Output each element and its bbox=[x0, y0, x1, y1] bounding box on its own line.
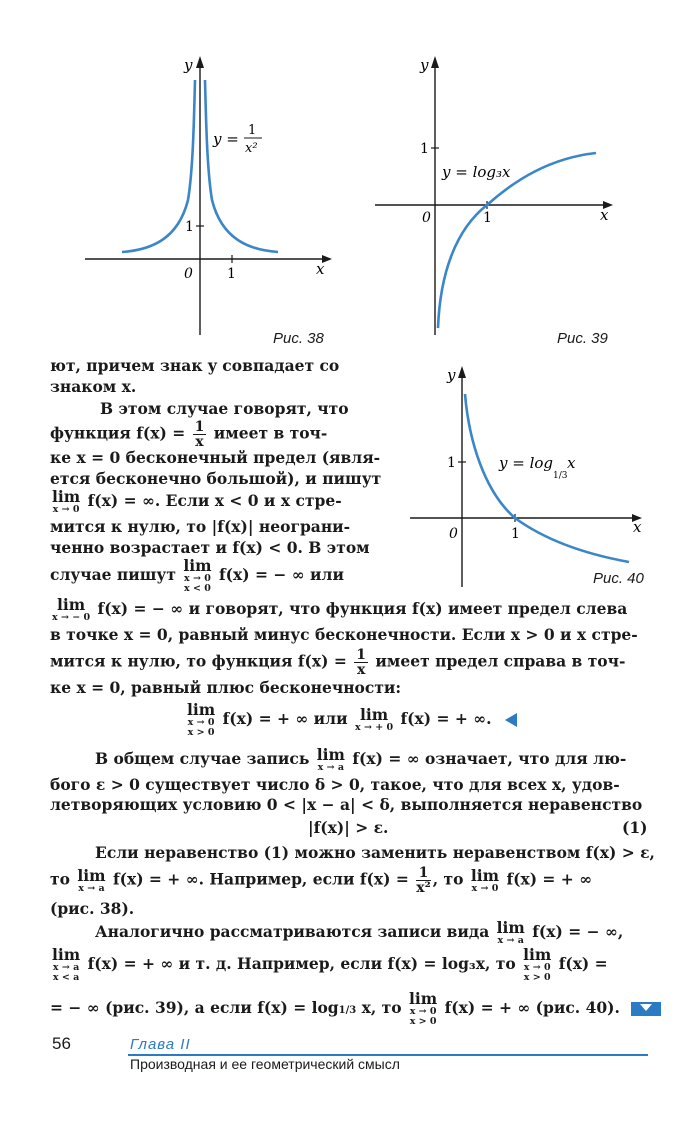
svg-text:1: 1 bbox=[227, 266, 236, 282]
lim-x-to-a-c: lim x → a bbox=[496, 918, 525, 946]
svg-text:x: x bbox=[600, 206, 609, 224]
svg-text:1: 1 bbox=[420, 141, 429, 157]
text-line-14: ке x = 0, равный плюс бесконечности: bbox=[50, 678, 402, 697]
fraction-1-over-x: $\frac{1}{x}$ bbox=[194, 419, 205, 450]
svg-text:x: x bbox=[633, 518, 642, 536]
fraction-1-over-x2: $\frac{1}{\text{x²}}$ bbox=[416, 865, 431, 896]
formula-line-19: |f(x)| > ε. bbox=[308, 818, 389, 837]
text-line-5: ке x = 0 бесконечный предел (явля- bbox=[50, 448, 381, 467]
text-line-3: В этом случае говорят, что bbox=[100, 399, 349, 418]
lim-x-to-plus-0: lim x → + 0 bbox=[354, 705, 394, 733]
svg-text:1: 1 bbox=[483, 210, 492, 226]
text-line-1: ют, причем знак y совпадает со bbox=[50, 356, 340, 375]
lim-x-to-a: lim x → a bbox=[316, 745, 345, 773]
svg-text:y: y bbox=[420, 56, 429, 74]
svg-text:0: 0 bbox=[449, 526, 458, 542]
lim-x-to-0: lim x → 0 bbox=[52, 487, 81, 515]
lim-x-to-a-left: lim x → a x < a bbox=[52, 945, 81, 983]
svg-text:1/3: 1/3 bbox=[553, 471, 568, 481]
graph-log-base-3 bbox=[370, 50, 630, 340]
lim-x-to-0-right: lim x → 0 x > 0 bbox=[187, 700, 216, 738]
chapter-title: Глава II bbox=[130, 1036, 191, 1053]
text-line-11: lim x → − 0 f(x) = − ∞ и говорят, что функция f(x) имеет предел слева bbox=[52, 595, 628, 623]
svg-text:x²: x² bbox=[245, 141, 258, 156]
text-line-18: летворяющих условию 0 < |x − a| < δ, выполняется неравенство bbox=[50, 795, 643, 814]
svg-text:y = log: y = log bbox=[499, 454, 554, 472]
page-number: 56 bbox=[52, 1034, 71, 1053]
svg-text:1: 1 bbox=[511, 526, 520, 542]
svg-text:x: x bbox=[567, 454, 576, 472]
svg-text:y: y bbox=[447, 366, 456, 384]
text-line-4: функция f(x) = $\frac{1}{x}$ имеет в точ- bbox=[50, 419, 328, 450]
lim-x-to-a-b: lim x → a bbox=[77, 865, 106, 894]
text-line-13: мится к нулю, то функция f(x) = $\frac{1}{x}$ имеет предел справа в точ- bbox=[50, 647, 626, 678]
text-line-20: Если неравенство (1) можно заменить неравенством f(x) > ε, bbox=[95, 843, 655, 862]
text-line-7: lim x → 0 f(x) = ∞. Если x < 0 и x стре- bbox=[52, 487, 342, 515]
text-line-25: = − ∞ (рис. 39), а если f(x) = log1/3 x, то lim x → 0 x > 0 f(x) = + ∞ (рис. 40). bbox=[50, 991, 661, 1027]
text-line-21: то lim x → a f(x) = + ∞. Например, если f(x) = $\frac{1}{\text{x²}}$ , то lim x → 0 f(x) = + ∞ bbox=[50, 865, 593, 896]
svg-text:x: x bbox=[316, 260, 325, 278]
svg-text:0: 0 bbox=[422, 210, 431, 226]
text-line-6: ется бесконечно большой), и пишут bbox=[50, 469, 382, 488]
svg-text:y =: y = bbox=[213, 130, 239, 148]
text-line-24: lim x → a x < a f(x) = + ∞ и т. д. Например, если f(x) = log₃x, то lim x → 0 x > 0 f(x) = bbox=[52, 945, 608, 983]
graph-1-over-x-squared bbox=[80, 50, 340, 350]
text-line-12: в точке x = 0, равный минус бесконечности. Если x > 0 и x стре- bbox=[50, 625, 638, 644]
equation-number-1: (1) bbox=[622, 818, 648, 837]
graph-log-base-one-third bbox=[405, 362, 655, 592]
figure-40 bbox=[405, 362, 655, 592]
figure-38 bbox=[80, 50, 340, 350]
svg-text:y = log₃x: y = log₃x bbox=[442, 163, 511, 181]
text-line-8: мится к нулю, то |f(x)| неограни- bbox=[50, 517, 351, 536]
text-line-23: Аналогично рассматриваются записи вида lim x → a f(x) = − ∞, bbox=[95, 918, 624, 946]
section-title: Производная и ее геометрический смысл bbox=[130, 1056, 400, 1072]
lim-x-to-0-c: lim x → 0 bbox=[470, 865, 500, 894]
svg-text:1: 1 bbox=[248, 123, 257, 138]
lim-x-to-minus-0: lim x → − 0 bbox=[52, 595, 91, 623]
caption-fig39: Рис. 39 bbox=[557, 330, 608, 347]
svg-text:1: 1 bbox=[447, 455, 456, 471]
text-line-9: ченно возрастает и f(x) < 0. В этом bbox=[50, 538, 370, 557]
caption-fig38: Рис. 38 bbox=[273, 330, 324, 347]
text-line-10: случае пишут lim x → 0 x < 0 f(x) = − ∞ или bbox=[50, 556, 344, 594]
text-line-16: В общем случае запись lim x → a f(x) = ∞ означает, что для лю- bbox=[95, 745, 627, 773]
text-line-22: (рис. 38). bbox=[50, 899, 135, 918]
fraction-1-over-x-b: $\frac{1}{x}$ bbox=[356, 647, 367, 678]
lim-x-to-0-right-b: lim x → 0 x > 0 bbox=[523, 945, 552, 983]
svg-text:0: 0 bbox=[184, 266, 193, 282]
proof-end-marker-icon bbox=[505, 713, 517, 727]
svg-text:1: 1 bbox=[185, 219, 194, 235]
lim-x-to-0-right-c: lim x → 0 x > 0 bbox=[409, 989, 438, 1027]
text-line-2: знаком x. bbox=[50, 377, 137, 396]
page-footer bbox=[0, 1034, 700, 1074]
lim-x-to-0-left: lim x → 0 x < 0 bbox=[183, 556, 212, 594]
section-end-marker-icon bbox=[631, 1002, 661, 1016]
figure-39 bbox=[370, 50, 630, 340]
formula-line-15: lim x → 0 x > 0 f(x) = + ∞ или lim x → + 0 f(x) = + ∞. bbox=[185, 702, 517, 738]
svg-text:y: y bbox=[184, 56, 193, 74]
caption-fig40: Рис. 40 bbox=[593, 570, 644, 587]
text-line-17: бого ε > 0 существует число δ > 0, такое, что для всех x, удов- bbox=[50, 775, 620, 794]
